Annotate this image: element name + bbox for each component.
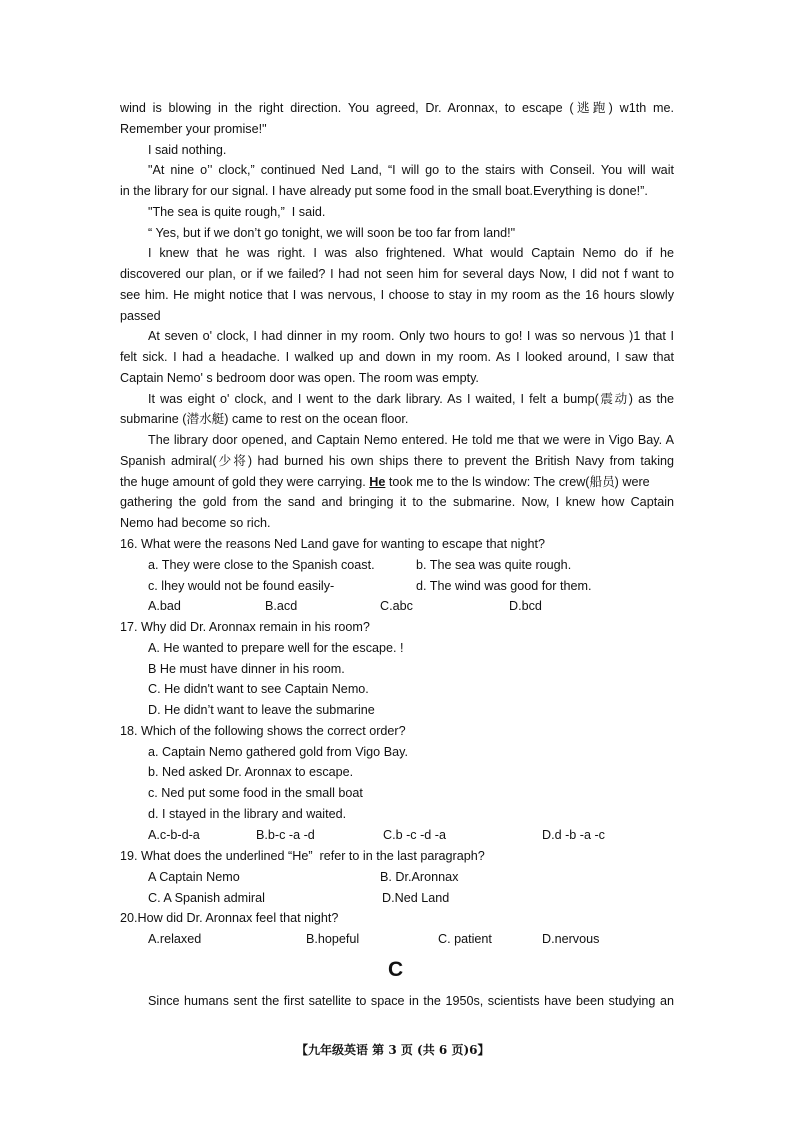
passage-line: "The sea is quite rough,” I said. (148, 205, 326, 219)
q18-item-b: b. Ned asked Dr. Aronnax to escape. (148, 765, 354, 779)
q16-option-d: D.bcd (509, 599, 542, 613)
q19-option-b: B. Dr.Aronnax (380, 870, 459, 884)
q16-option-b: B.acd (265, 599, 298, 613)
q20-option-a: A.relaxed (148, 932, 202, 946)
passage-line: passed (120, 309, 161, 323)
question-17-stem: 17. Why did Dr. Aronnax remain in his room? (120, 620, 370, 634)
q20-option-b: B.hopeful (306, 932, 360, 946)
q20-option-c: C. patient (438, 932, 492, 946)
q18-item-c: c. Ned put some food in the small boat (148, 786, 363, 800)
question-18-stem: 18. Which of the following shows the correct order? (120, 724, 406, 738)
passage-line: wind is blowing in the right direction. You agreed, Dr. Aronnax, to escape (逃跑) w1th me. (120, 101, 674, 115)
question-19-stem: 19. What does the underlined “He” refer to in the last paragraph? (120, 849, 485, 863)
q19-option-a: A Captain Nemo (148, 870, 240, 884)
passage-line: Remember your promise!" (120, 122, 267, 136)
q16-item-a: a. They were close to the Spanish coast. (148, 558, 375, 572)
q20-option-d: D.nervous (542, 932, 600, 946)
passage-line: It was eight o' clock, and I went to the dark library. As I waited, I felt a bump(震动) as the (148, 392, 674, 406)
q19-option-c: C. A Spanish admiral (148, 891, 265, 905)
q16-item-d: d. The wind was good for them. (416, 579, 592, 593)
q18-option-b: B.b-c -a -d (256, 828, 315, 842)
passage-line: The library door opened, and Captain Nemo entered. He told me that we were in Vigo Bay. A (148, 433, 674, 447)
passage-line: gathering the gold from the sand and bringing it to the submarine. Now, I knew how Captain (120, 495, 674, 509)
passage-line: Spanish admiral(少将) had burned his own ships there to prevent the British Navy from taking (120, 454, 674, 468)
q16-item-b: b. The sea was quite rough. (416, 558, 572, 572)
q18-item-a: a. Captain Nemo gathered gold from Vigo Bay. (148, 745, 408, 759)
passage-line: I said nothing. (148, 143, 227, 157)
passage-line: “ Yes, but if we don’t go tonight, we will soon be too far from land!" (148, 226, 516, 240)
q16-item-c: c. lhey would not be found easily- (148, 579, 335, 593)
passage-line: Captain Nemo' s bedroom door was open. The room was empty. (120, 371, 479, 385)
q18-item-d: d. I stayed in the library and waited. (148, 807, 347, 821)
q17-option-b: B He must have dinner in his room. (148, 662, 345, 676)
q18-option-a: A.c-b-d-a (148, 828, 200, 842)
passage-line: felt sick. I had a headache. I walked up and down in my room. As I looked around, I saw that (120, 350, 674, 364)
question-16-stem: 16. What were the reasons Ned Land gave for wanting to escape that night? (120, 537, 545, 551)
passage-line: see him. He might notice that I was nervous, I choose to stay in my room as the 16 hours slowly (120, 288, 674, 302)
q17-option-a: A. He wanted to prepare well for the escape. ! (148, 641, 404, 655)
q16-option-c: C.abc (380, 599, 413, 613)
passage-line: submarine (潜水艇) came to rest on the ocean floor. (120, 412, 409, 426)
section-c-heading: C (388, 958, 404, 981)
passage-text: took me to the ls window: The crew(船员) were (385, 475, 650, 489)
q18-option-c: C.b -c -d -a (383, 828, 446, 842)
q16-option-a: A.bad (148, 599, 181, 613)
passage-line: discovered our plan, or if we failed? I had not seen him for several days Now, I did not f want to (120, 267, 674, 281)
passage-line: Nemo had become so rich. (120, 516, 271, 530)
q17-option-d: D. He didn’t want to leave the submarine (148, 703, 375, 717)
q19-option-d: D.Ned Land (382, 891, 450, 905)
passage-line: At seven o' clock, I had dinner in my room. Only two hours to go! I was so nervous )1 that I (148, 329, 674, 343)
passage-line: "At nine o’' clock,” continued Ned Land, “I will go to the stairs with Conseil. You will wait (148, 163, 674, 177)
page-footer: 【九年级英语 第 3 页 (共 6 页)6】 (296, 1043, 490, 1057)
q18-option-d: D.d -b -a -c (542, 828, 605, 842)
underlined-he: He (369, 475, 386, 489)
passage-line: I knew that he was right. I was also frightened. What would Captain Nemo do if he (148, 246, 674, 260)
passage-text: the huge amount of gold they were carrying. (120, 475, 370, 489)
question-20-stem: 20.How did Dr. Aronnax feel that night? (120, 911, 339, 925)
passage-line: in the library for our signal. I have already put some food in the small boat.Everything is done!”. (120, 184, 648, 198)
q17-option-c: C. He didn't want to see Captain Nemo. (148, 682, 369, 696)
section-c-first-line: Since humans sent the first satellite to space in the 1950s, scientists have been studying an (148, 994, 674, 1008)
passage-line (120, 474, 650, 490)
